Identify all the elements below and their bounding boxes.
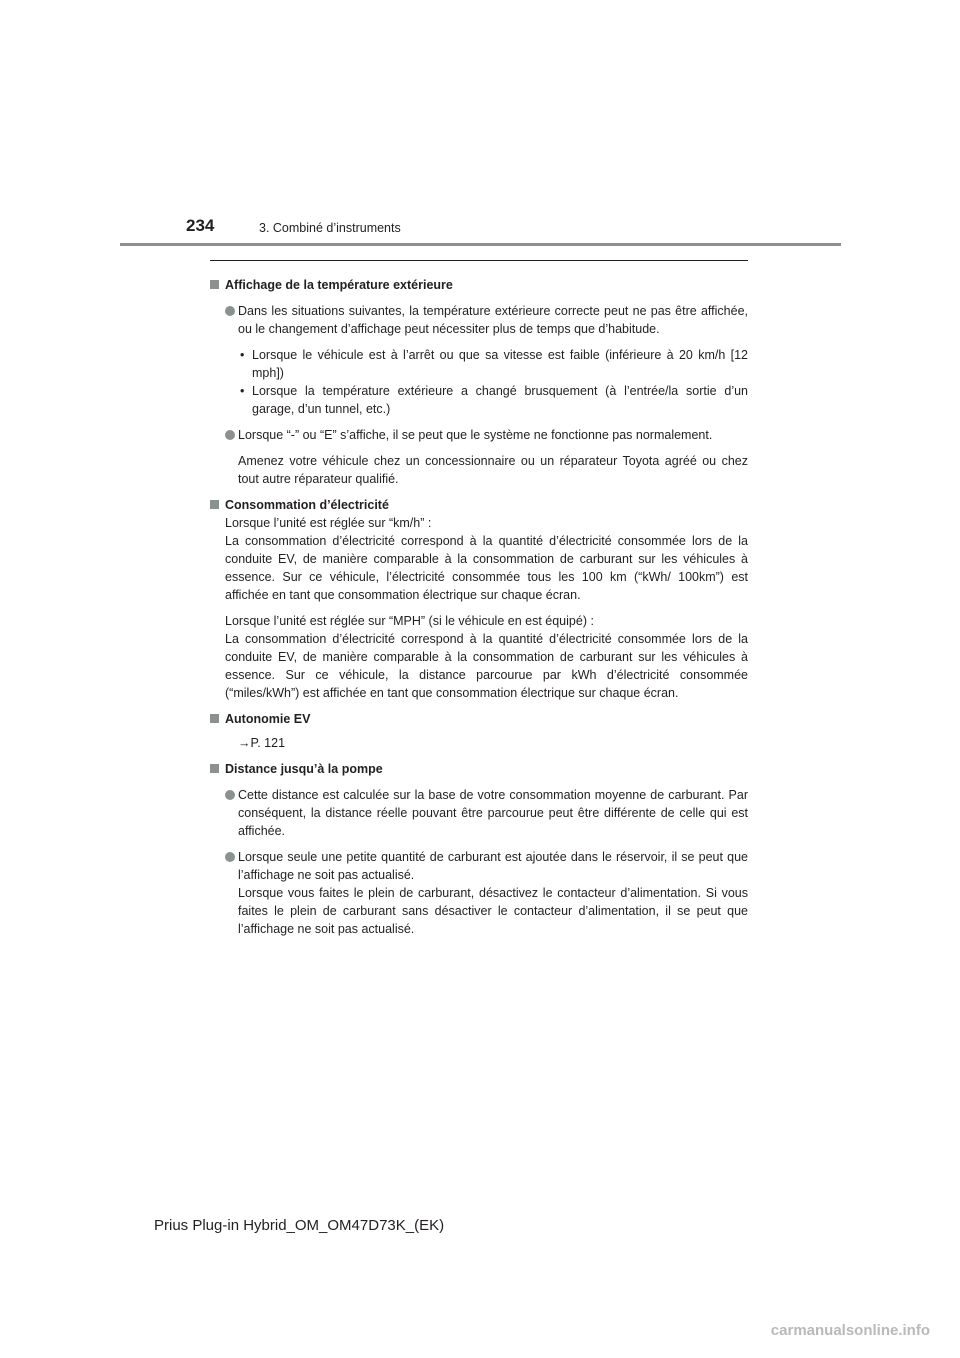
bullet-text: Lorsque vous faites le plein de carburant, désactivez le contacteur d’alimentation. Si vous faites le plein de carburant sans désactiver le contacteur d’alimentation, il se peut que l’affichage ne soit pas actualisé. — [238, 886, 748, 936]
section-title: Consommation d’électricité — [225, 498, 389, 512]
bullet-item — [210, 302, 748, 338]
round-bullet-icon — [225, 430, 235, 440]
bullet-text: Cette distance est calculée sur la base de votre consommation moyenne de carburant. Par conséquent, la distance réelle pouvant être parcourue peut être différente de celle qui est affichée. — [238, 788, 748, 838]
bullet-text: Dans les situations suivantes, la température extérieure correcte peut ne pas être affichée, ou le changement d’affichage peut nécessiter plus de temps que d’habitude. — [238, 304, 748, 336]
condition-text: Lorsque l’unité est réglée sur “km/h” : — [225, 516, 432, 530]
square-bullet-icon — [210, 714, 219, 723]
page-reference: →P. 121 — [238, 736, 286, 750]
sub-bullet-text: Lorsque la température extérieure a changé brusquement (à l’entrée/la sortie d’un garage, d’un tunnel, etc.) — [252, 384, 748, 416]
page-body — [210, 268, 748, 938]
section-heading-electricity — [210, 496, 748, 514]
bullet-text: Lorsque “-” ou “E” s’affiche, il se peut que le système ne fonctionne pas normalement. — [238, 428, 713, 442]
bullet-item — [210, 426, 748, 444]
section-heading-temperature — [210, 276, 748, 294]
section-divider — [210, 260, 748, 261]
bullet-item — [210, 786, 748, 840]
section-heading-ev-range — [210, 710, 748, 728]
square-bullet-icon — [210, 280, 219, 289]
sub-bullet-item — [210, 382, 748, 418]
section-title: Autonomie EV — [225, 712, 311, 726]
paragraph-mph — [210, 612, 748, 702]
sub-bullet-marker: • — [240, 384, 245, 398]
paragraph-kmh — [210, 514, 748, 604]
footer-doc-id: Prius Plug-in Hybrid_OM_OM47D73K_(EK) — [154, 1217, 445, 1234]
bullet-item — [210, 848, 748, 938]
section-heading-pump — [210, 760, 748, 778]
sub-bullet-text: Lorsque le véhicule est à l’arrêt ou que sa vitesse est faible (inférieure à 20 km/h [12 mph]) — [252, 348, 748, 380]
round-bullet-icon — [225, 306, 235, 316]
chapter-title: 3. Combiné d’instruments — [259, 221, 401, 235]
page-number: 234 — [186, 216, 215, 235]
section-title: Distance jusqu’à la pompe — [225, 762, 383, 776]
paragraph: Amenez votre véhicule chez un concessionnaire ou un réparateur Toyota agréé ou chez tout autre réparateur qualifié. — [238, 454, 748, 486]
header-rule — [120, 243, 841, 246]
body-text: La consommation d’électricité correspond à la quantité d’électricité consommée lors de la conduite EV, de manière comparable à la consommation de carburant sur les véhicules à essence. Sur ce véhicule, l’électricité consommée tous les 100 km (“kWh/ 100km”) est affichée en tant que consommation électrique sur chaque écran. — [225, 534, 748, 602]
condition-text: Lorsque l’unité est réglée sur “MPH” (si le véhicule en est équipé) : — [225, 614, 594, 628]
sub-bullet-marker: • — [240, 348, 245, 362]
sub-bullet-item — [210, 346, 748, 382]
round-bullet-icon — [225, 852, 235, 862]
section-title: Affichage de la température extérieure — [225, 278, 453, 292]
watermark: carmanualsonline.info — [770, 1322, 930, 1339]
body-text: La consommation d’électricité correspond à la quantité d’électricité consommée lors de la conduite EV, de manière comparable à la consommation de carburant sur les véhicules à essence. Sur ce véhicule, la distance parcourue par kWh d’électricité consommée (“miles/kWh”) est affichée en tant que consommation électrique sur chaque écran. — [225, 632, 748, 700]
square-bullet-icon — [210, 500, 219, 509]
round-bullet-icon — [225, 790, 235, 800]
square-bullet-icon — [210, 764, 219, 773]
bullet-text: Lorsque seule une petite quantité de carburant est ajoutée dans le réservoir, il se peut que l’affichage ne soit pas actualisé. — [238, 850, 748, 882]
